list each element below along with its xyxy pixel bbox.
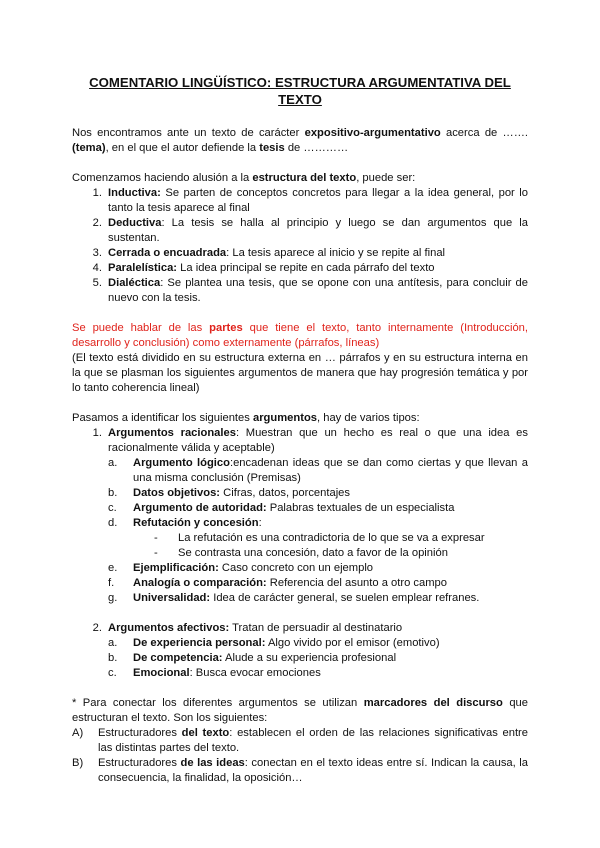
list-item: B) Estructuradores de las ideas: conectan en el texto ideas entre sí. Indican la causa, la consecuencia, la finalidad, la oposición…: [72, 757, 529, 784]
spacer: [72, 606, 528, 621]
markers-lead: * Para conectar los diferentes argumentos se utilizan marcadores del discurso que estructuran el texto. Son los siguientes:: [72, 697, 528, 724]
list-item: 2. Deductiva: La tesis se halla al principio y luego se dan argumentos que la sustentan.: [92, 217, 528, 244]
list-item: 5. Dialéctica: Se plantea una tesis, que se opone con una antítesis, para concluir de nuevo con la tesis.: [92, 277, 528, 304]
discourse-markers-section: [72, 696, 528, 786]
text-type: expositivo-argumentativo: [304, 127, 441, 139]
list-item: a. De experiencia personal: Algo vivido por el emisor (emotivo): [108, 637, 440, 649]
list-item: - Se contrasta una concesión, dato a favor de la opinión: [154, 547, 448, 559]
structure-list: [72, 186, 528, 306]
structure-lead: Comenzamos haciendo alusión a la estructura del texto, puede ser:: [72, 172, 416, 184]
list-item: - La refutación es una contradictoria de lo que se va a expresar: [154, 532, 485, 544]
topic-label: (tema): [72, 142, 106, 154]
parts-section: [72, 321, 528, 396]
list-item: a. Argumento lógico:encadenan ideas que se dan como ciertas y que llevan a una misma conclusión (Premisas): [108, 457, 528, 484]
list-item: c. Argumento de autoridad: Palabras textuales de un especialista: [108, 502, 455, 514]
affective-arguments-item: 2. Argumentos afectivos: Tratan de persuadir al destinatario: [92, 622, 403, 634]
intro-paragraph: Nos encontramos ante un texto de carácter expositivo-argumentativo acerca de ……. (tema), en el que el autor defiende la tesis de …………: [72, 127, 528, 154]
title-line-1: COMENTARIO LINGÜÍSTICO: ESTRUCTURA ARGUMENTATIVA DEL: [89, 75, 511, 90]
list-item: c. Emocional: Busca evocar emociones: [108, 667, 321, 679]
parts-paragraph: (El texto está dividido en su estructura externa en … párrafos y en su estructura interna en la que se plasman los siguientes argumentos de manera que hay progresión temática y por lo tanto coherencia lineal): [72, 352, 528, 394]
document-page: [72, 74, 528, 801]
rational-arguments-item: 1. Argumentos racionales: Muestran que un hecho es real o que una idea es racionalmente válida y aceptable): [92, 427, 528, 454]
list-item: 4. Paralelística: La idea principal se repite en cada párrafo del texto: [92, 262, 435, 274]
list-item: g. Universalidad: Idea de carácter general, se suelen emplear refranes.: [108, 592, 480, 604]
list-item: b. Datos objetivos: Cifras, datos, porcentajes: [108, 487, 350, 499]
list-item: A) Estructuradores del texto: establecen el orden de las relaciones significativas entre las distintas partes del texto.: [72, 727, 528, 754]
parts-red-paragraph: Se puede hablar de las partes que tiene el texto, tanto internamente (Introducción, desarrollo y conclusión) como externamente (párrafos, líneas): [72, 322, 528, 349]
list-item: f. Analogía o comparación: Referencia del asunto a otro campo: [108, 577, 448, 589]
structure-section: [72, 171, 528, 306]
list-item: b. De competencia: Alude a su experiencia profesional: [108, 652, 397, 664]
list-item: d. Refutación y concesión:: [108, 517, 262, 529]
list-item: 1. Inductiva: Se parten de conceptos concretos para llegar a la idea general, por lo tanto la tesis aparece al final: [92, 187, 528, 214]
title-line-2: TEXTO: [278, 92, 322, 107]
document-title: [72, 74, 528, 108]
list-item: 3. Cerrada o encuadrada: La tesis aparece al inicio y se repite al final: [92, 247, 446, 259]
thesis-label: tesis: [259, 142, 285, 154]
list-item: e. Ejemplificación: Caso concreto con un ejemplo: [108, 562, 374, 574]
arguments-lead: Pasamos a identificar los siguientes argumentos, hay de varios tipos:: [72, 412, 420, 424]
arguments-section: [72, 411, 528, 681]
